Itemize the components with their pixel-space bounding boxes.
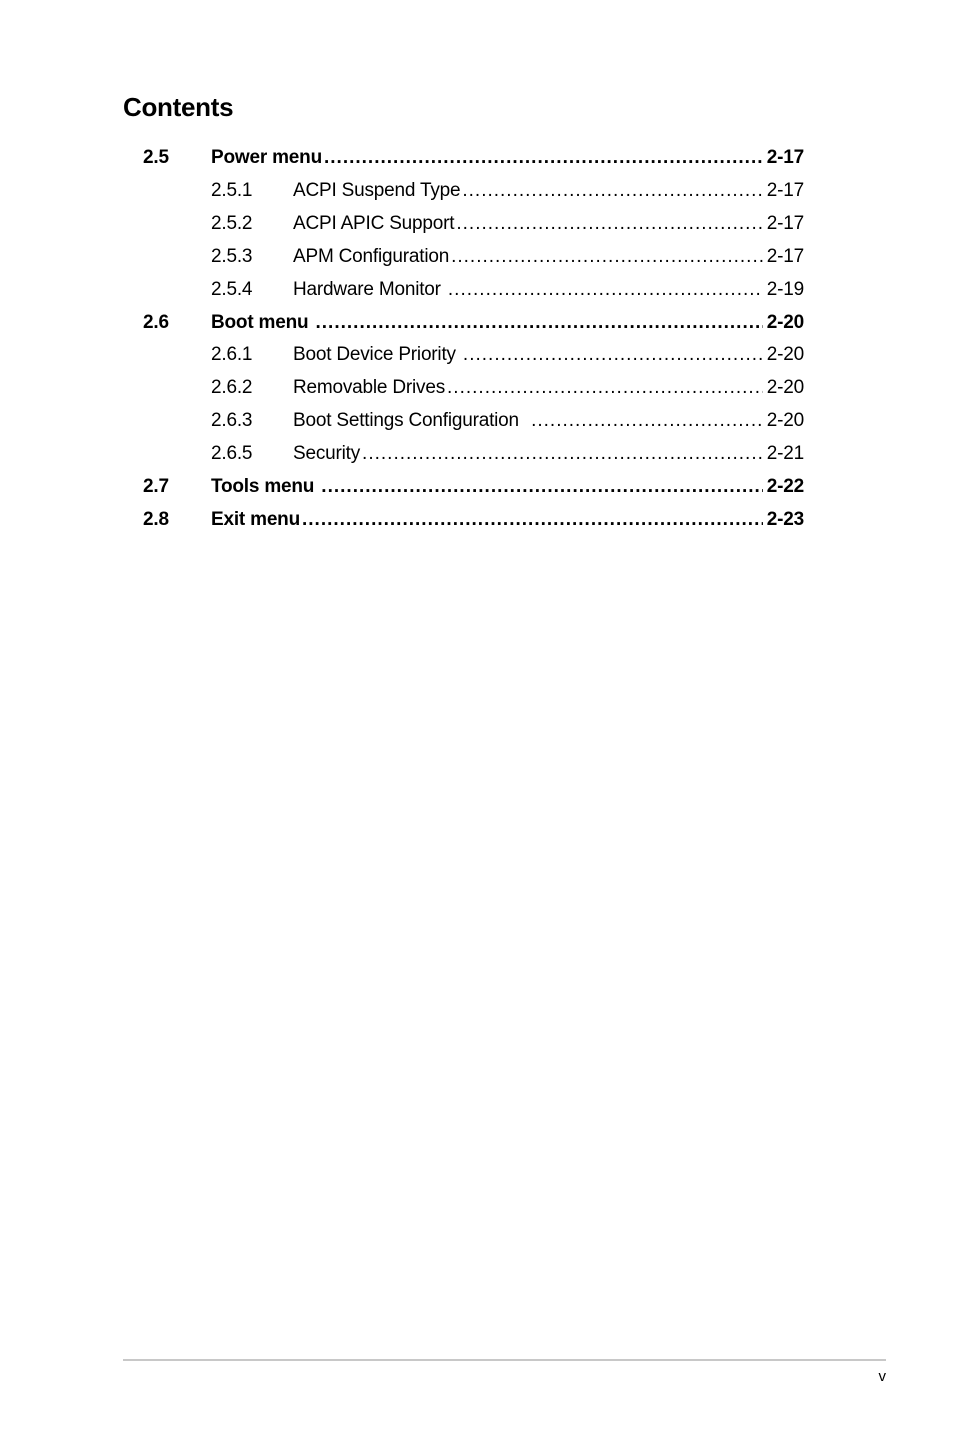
toc-entry-title: ACPI APIC Support <box>293 213 455 235</box>
toc-entry-number: 2.6.1 <box>211 344 253 366</box>
toc-dot-leader <box>362 443 763 465</box>
toc-entry[interactable] <box>143 241 804 274</box>
toc-entry-number: 2.6.5 <box>211 443 253 465</box>
toc-entry-title: Removable Drives <box>293 377 446 399</box>
toc-entry-title: Boot Device Priority <box>293 344 461 366</box>
toc-entry[interactable] <box>143 339 804 372</box>
toc-entry-line <box>211 147 804 169</box>
toc-entry-title: APM Configuration <box>293 245 450 267</box>
toc-entry[interactable] <box>143 438 804 471</box>
toc-entry-number: 2.6.2 <box>211 377 253 399</box>
toc-entry-number: 2.5.4 <box>211 278 253 300</box>
toc-entry-page: 2-20 <box>766 311 804 333</box>
toc-dot-leader <box>321 476 762 498</box>
toc-entry-line <box>293 344 804 366</box>
toc-entry[interactable] <box>143 503 804 536</box>
toc-entry-line <box>293 377 804 399</box>
toc-dot-leader <box>447 377 763 399</box>
toc-entry-page: 2-17 <box>766 147 804 169</box>
table-of-contents <box>143 142 804 536</box>
page-title: Contents <box>123 92 234 122</box>
toc-entry-page: 2-20 <box>766 377 804 399</box>
toc-entry-line <box>293 279 804 301</box>
toc-entry-number: 2.5.1 <box>211 180 253 202</box>
toc-entry-title: Security <box>293 443 361 465</box>
toc-entry-number: 2.6 <box>143 311 169 333</box>
toc-dot-leader <box>462 180 762 202</box>
toc-entry-title: Power menu <box>211 147 322 169</box>
toc-entry[interactable] <box>143 175 804 208</box>
toc-entry[interactable] <box>143 405 804 438</box>
toc-entry[interactable] <box>143 208 804 241</box>
toc-entry-page: 2-23 <box>766 508 804 530</box>
toc-entry-line <box>293 410 804 432</box>
toc-entry-page: 2-17 <box>766 213 804 235</box>
toc-entry[interactable] <box>143 142 804 175</box>
toc-dot-leader <box>324 147 763 169</box>
toc-entry[interactable] <box>143 273 804 306</box>
toc-entry-title: Exit menu <box>211 508 300 530</box>
toc-entry-number: 2.5.2 <box>211 213 253 235</box>
toc-entry-page: 2-21 <box>766 443 804 465</box>
toc-entry-title: ACPI Suspend Type <box>293 180 461 202</box>
toc-entry-title: Tools menu <box>211 475 320 497</box>
toc-entry-page: 2-22 <box>766 475 804 497</box>
toc-entry-page: 2-19 <box>766 278 804 300</box>
footer-divider <box>123 1359 886 1361</box>
page-number: v <box>878 1368 886 1385</box>
toc-dot-leader <box>531 410 763 432</box>
toc-entry-title: Boot menu <box>211 311 314 333</box>
toc-dot-leader <box>451 246 763 268</box>
toc-entry-page: 2-17 <box>766 180 804 202</box>
toc-entry-title: Boot Settings Configuration <box>293 410 530 432</box>
toc-entry-title: Hardware Monitor <box>293 278 446 300</box>
toc-dot-leader <box>302 509 763 531</box>
toc-entry-number: 2.8 <box>143 508 169 530</box>
toc-entry-number: 2.7 <box>143 475 169 497</box>
toc-dot-leader <box>456 213 762 235</box>
toc-dot-leader <box>463 344 763 366</box>
toc-entry[interactable] <box>143 306 804 339</box>
toc-entry[interactable] <box>143 372 804 405</box>
toc-entry-line <box>293 213 804 235</box>
toc-entry-line <box>211 509 804 531</box>
toc-entry-number: 2.5 <box>143 147 169 169</box>
toc-entry-page: 2-20 <box>766 410 804 432</box>
toc-dot-leader <box>316 312 763 334</box>
toc-entry[interactable] <box>143 470 804 503</box>
toc-entry-line <box>293 443 804 465</box>
toc-entry-line <box>211 476 804 498</box>
toc-entry-number: 2.5.3 <box>211 245 253 267</box>
toc-entry-page: 2-20 <box>766 344 804 366</box>
toc-dot-leader <box>448 279 763 301</box>
toc-entry-line <box>293 180 804 202</box>
toc-entry-number: 2.6.3 <box>211 410 253 432</box>
toc-entry-page: 2-17 <box>766 245 804 267</box>
toc-entry-line <box>293 246 804 268</box>
toc-entry-line <box>211 312 804 334</box>
